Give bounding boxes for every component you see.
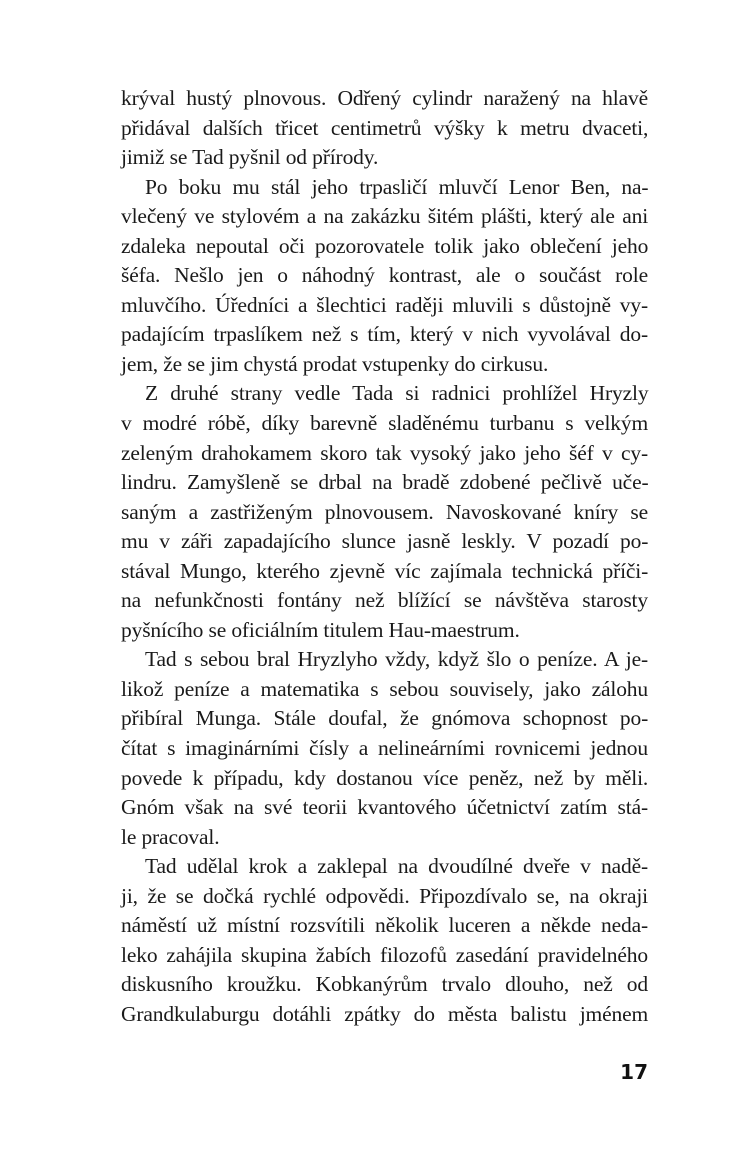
text-line: lindru. Zamyšleně se drbal na bradě zdobené pečlivě uče- xyxy=(121,470,649,495)
text-line: Grandkulaburgu dotáhli zpátky do města balistu jménem xyxy=(121,1001,649,1026)
paragraph-start-line: Z druhé strany vedle Tada si radnici prohlížel Hryzly xyxy=(145,381,649,406)
text-line: Gnóm však na své teorii kvantového účetnictví zatím stá- xyxy=(121,795,648,820)
paragraph-start-line: Tad udělal krok a zaklepal na dvoudílné dveře v nadě- xyxy=(145,854,648,879)
text-line: diskusního kroužku. Kobkanýrům trvalo dlouho, než od xyxy=(121,972,648,997)
text-line: ji, že se dočká rychlé odpovědi. Připozdívalo se, na okraji xyxy=(121,883,648,908)
text-line: jimiž se Tad pyšnil od přírody. xyxy=(121,145,379,170)
text-line: saným a zastřiženým plnovousem. Navoskované kníry se xyxy=(121,499,648,524)
paragraph-start-line: Tad s sebou bral Hryzlyho vždy, když šlo o peníze. A je- xyxy=(145,647,648,672)
body-text xyxy=(121,84,648,1030)
text-line: přibíral Munga. Stále doufal, že gnómova schopnost po- xyxy=(121,706,649,731)
text-line: likož peníze a matematika s sebou souvisely, jako zálohu xyxy=(121,676,648,701)
text-line: čítat s imaginárními čísly a nelineárními rovnicemi jednou xyxy=(121,736,648,761)
text-line: šéfa. Nešlo jen o náhodný kontrast, ale o součást role xyxy=(121,263,648,288)
text-line: pyšnícího se oficiálním titulem Hau-maestrum. xyxy=(121,617,520,642)
page-number: 17 xyxy=(620,1060,648,1084)
text-line: na nefunkčnosti fontány než blížící se návštěva starosty xyxy=(121,588,648,613)
text-line: krýval hustý plnovous. Odřený cylindr naražený na hlavě xyxy=(121,86,648,110)
text-line: náměstí už místní rozsvítili několik luceren a někde neda- xyxy=(121,913,649,938)
text-line: mu v záři zapadajícího slunce jasně leskly. V pozadí po- xyxy=(121,529,649,554)
text-line: mluvčího. Úředníci a šlechtici raději mluvili s důstojně vy- xyxy=(121,292,648,317)
text-line: leko zahájila skupina žabích filozofů zasedání pravidelného xyxy=(121,942,648,967)
text-line: padajícím trpaslíkem než s tím, který v nich vyvolával do- xyxy=(121,322,648,347)
text-line: zeleným drahokamem skoro tak vysoký jako jeho šéf v cy- xyxy=(121,440,648,465)
text-line: le pracoval. xyxy=(121,824,220,849)
text-line: zdaleka nepoutal oči pozorovatele tolik jako oblečení jeho xyxy=(121,233,649,258)
text-line: jem, že se jim chystá prodat vstupenky do cirkusu. xyxy=(121,351,549,376)
paragraph-start-line: Po boku mu stál jeho trpasličí mluvčí Lenor Ben, na- xyxy=(145,174,649,199)
text-line: v modré róbě, díky barevně sladěnému turbanu s velkým xyxy=(121,411,649,436)
text-line: stával Mungo, kterého zjevně víc zajímala technická příči- xyxy=(121,558,649,583)
text-line: vlečený ve stylovém a na zakázku šitém plášti, který ale ani xyxy=(121,204,649,229)
text-line: povede k případu, kdy dostanou více peněz, než by měli. xyxy=(121,765,649,790)
text-line: přidával dalších třicet centimetrů výšky k metru dvaceti, xyxy=(121,115,649,140)
